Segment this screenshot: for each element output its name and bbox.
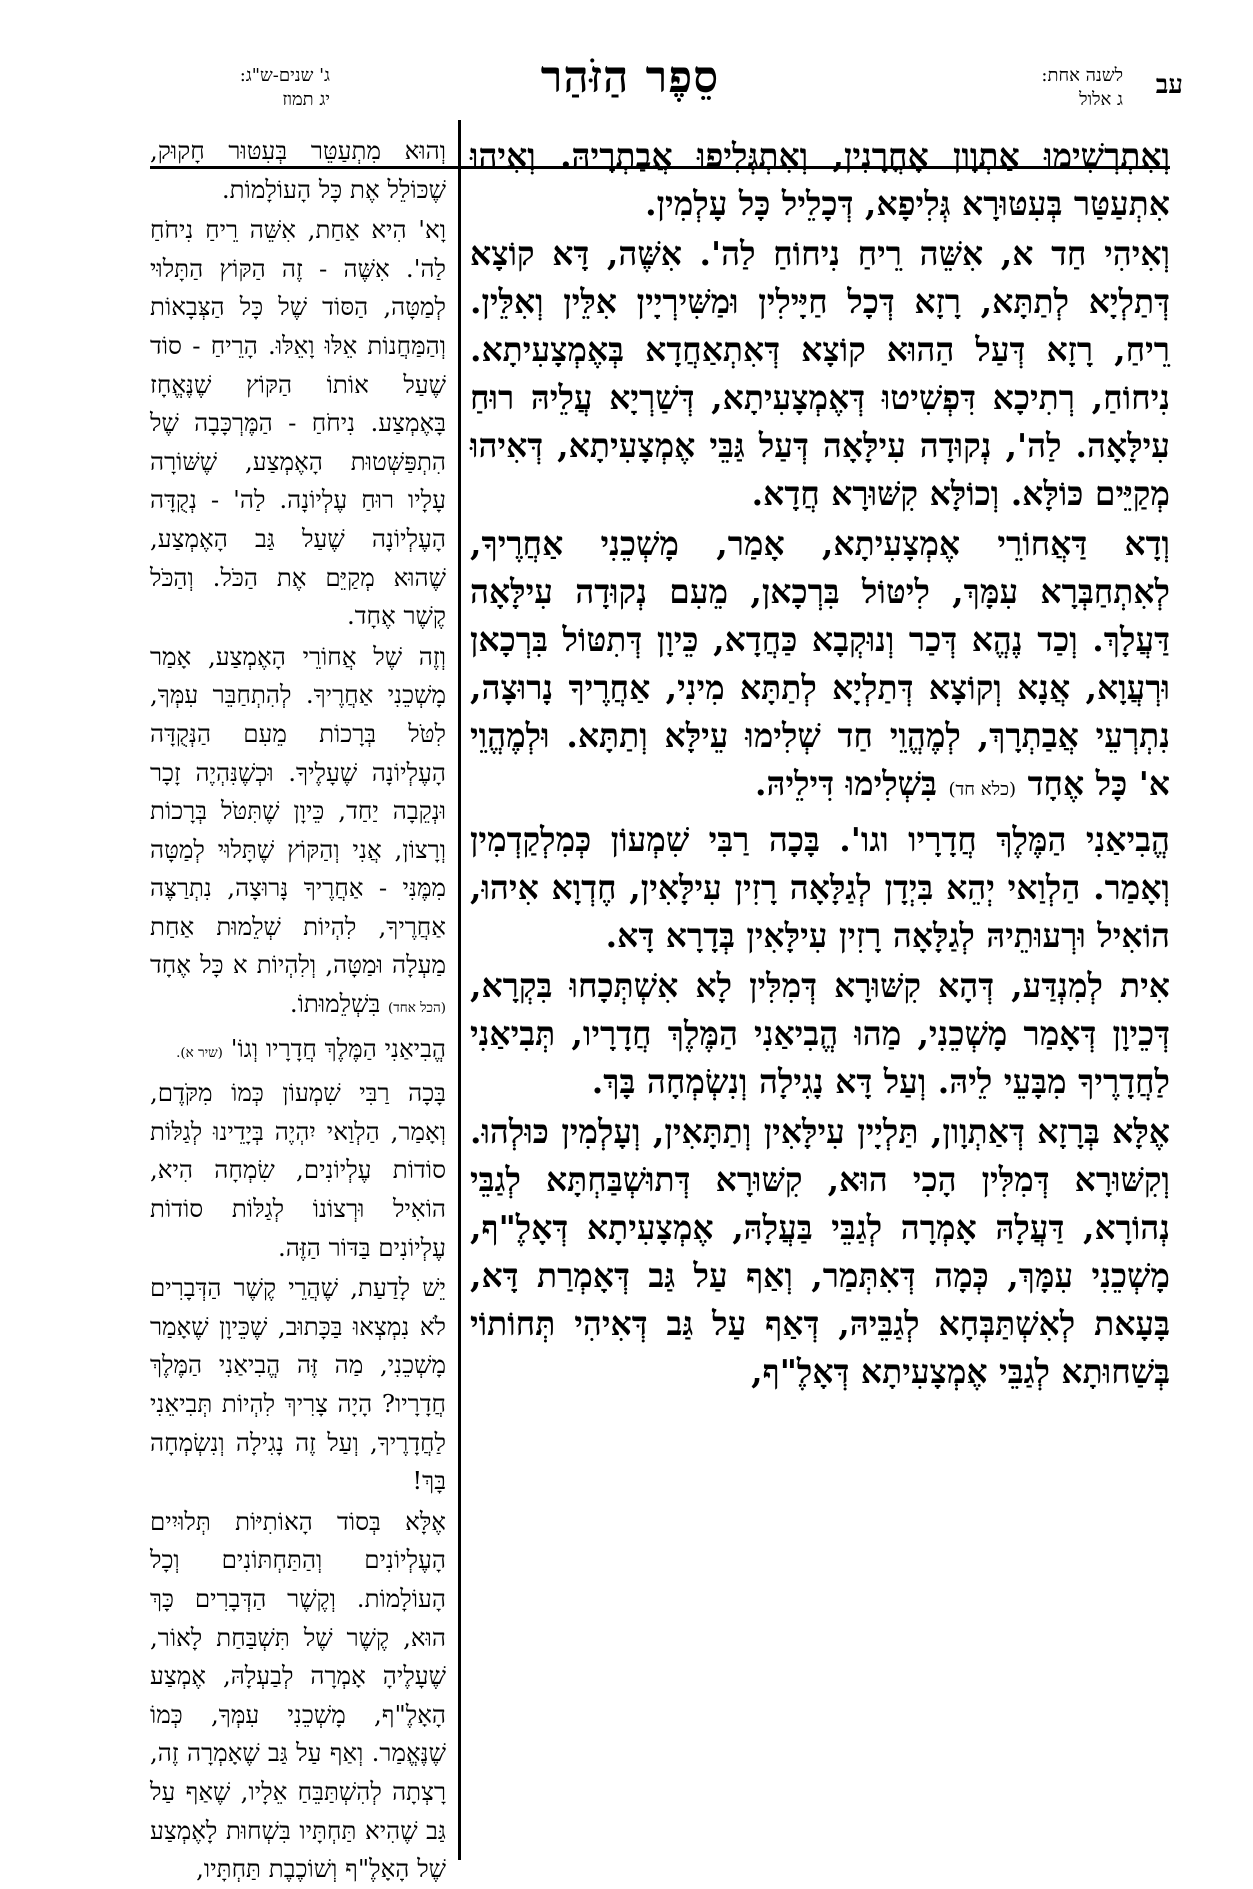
header-right-info: [1041, 64, 1123, 112]
side-text-7: אֶלָּא בְּסוֹד הָאוֹתִיּוֹת תְּלוּיִים הָעֶלְיוֹנִים וְהַתַּחְתּוֹנִים וְכָל הָעוֹלָמוֹת. וְקֶשֶׁר הַדְּבָרִים כָּךְ הוּא, קֶשֶׁר שֶׁל תִּשְׁבַּחַת לָאוֹר, שֶׁעָלֶיהָ אָמְרָה לְבַעְלָהּ, אֶמְצַע הָאָלֶ"ף, מָשְׁכֵנִי עִמְּךָ, כְּמוֹ שֶׁנֶּאֱמַר. וְאַף עַל גַּב שֶׁאָמְרָה זֶה, רָצְתָה לְהִשְׁתַּבֵּחַ אֵלָיו, שֶׁאַף עַל גַּב שֶׁהִיא תַּחְתָּיו בִּשְׁחוּת לָאֶמְצַע שֶׁל הָאָלֶ"ף וְשׁוֹכֶבֶת תַּחְתָּיו,: [150, 1506, 446, 1884]
header-right-line1: לשנה אחת:: [1041, 65, 1123, 86]
header-left-info: [150, 64, 330, 112]
side-verse: הֱבִיאַנִי הַמֶּלֶךְ חֲדָרָיו וְגוֹ': [230, 1033, 446, 1063]
main-paragraph-3: [470, 520, 1170, 814]
main-text-1: וְאִתְרְשִׁימוּ אַתְוָון אָחֳרָנִין, וְאִתְגְּלִיפוּ אֲבַתְרָיהּ. וְאִיהוּ אִתְעַטַּר בְּעִטּוּרָא גְּלִיפָא, דְּכָלֵיל כָּל עָלְמִין.: [470, 136, 1170, 223]
page-header: [0, 52, 1253, 120]
side-paragraph-3: [150, 638, 446, 1028]
main-text-3: וְדָא דַּאֲחוֹרֵי אֶמְצָעִיתָא, אָמַר, מָשְׁכֵנִי אַחֲרֶיךָ, לְאִתְחַבְּרָא עִמָּךְ, לִיטּוֹל בִּרְכָאן, מֵעִם נְקוּדָה עִילָּאָה דַּעֲלָךְ. וְכַד נֶהֱא דְּכַר וְנוּקְבָא כַּחֲדָא, כֵּיוָן דְּתִטּוֹל בִּרְכָאן וּרְעֲוָא, אֲנָא וְקוֹצָא דְּתַלְיָא לְתַתָּא מִינִי, אַחֲרֶיךָ נָרוּצָה, נִתְרְעֵי אֲבַתְרָךְ, לְמֶהֱוֵי חַד שְׁלִימוּ עֵילָּא וְתַתָּא. וּלְמֶהֱוֵי א' כָּל אֶחָד: [470, 524, 1170, 803]
main-paragraph-6: [470, 1108, 1170, 1396]
side-text-5: בָּכָה רַבִּי שִׁמְעוֹן כְּמוֹ מִקֹּדֶם, וְאָמַר, הַלְוַאי יִהְיֶה בְּיָדֵינוּ לְגַלּוֹת סוֹדוֹת עֶלְיוֹנִים, שִׂמְחָה הִיא, הוֹאִיל וּרְצוֹנוֹ לְגַלּוֹת סוֹדוֹת עֶלְיוֹנִים בַּדּוֹר הַזֶּה.: [150, 1078, 446, 1262]
book-title: סֵפֶר הַזֹּהַר: [540, 52, 720, 103]
side-paragraph-1: [150, 132, 446, 209]
main-text-3b: בִּשְׁלִימוּ דִּילֵיהּ.: [755, 764, 937, 803]
main-paragraph-1: [470, 132, 1170, 228]
side-paragraph-5: [150, 1074, 446, 1267]
side-text-3: וְזֶה שֶׁל אֲחוֹרֵי הָאֶמְצַע, אָמַר מָשְׁכֵנִי אַחֲרֶיךָ. לְהִתְחַבֵּר עִמְּךָ, לִטֹּל בְּרָכוֹת מֵעִם הַנְּקֻדָּה הָעֶלְיוֹנָה שֶׁעָלֶיךָ. וּכְשֶׁנִּהְיֶה זָכָר וּנְקֵבָה יַחַד, כֵּיוָן שֶׁתִּטֹּל בְּרָכוֹת וְרָצוֹן, אֲנִי וְהַקּוֹץ שֶׁתָּלוּי לְמַטָּה מִמֶּנִּי - אַחֲרֶיךָ נָּרוּצָה, נִתְרַצֶּה אַחֲרֶיךָ, לִהְיוֹת שְׁלֵמוּת אַחַת מַעְלָה וּמַטָּה, וְלִהְיוֹת א כָּל אֶחָד: [150, 641, 446, 980]
main-note-1: (כלא חד): [948, 779, 1017, 800]
main-text-6: אֶלָּא בְּרָזָא דְּאַתְוָון, תַּלְיָין עִילָּאִין וְתַתָּאִין, וְעָלְמִין כּוּלְהוּ. וְקִשּׁוּרָא דְּמִלִּין הָכִי הוּא, קִשּׁוּרָא דְּתוּשְׁבַּחְתָּא לְגַבֵּי נְהוֹרָא, דַּעֲלָהּ אָמְרָה לְגַבֵּי בַּעֲלָהּ, אֶמְצָעִיתָא דְּאָלֶ"ף, מָשְׁכֵנִי עִמָּךְ, כְּמָה דְּאִתְּמַר, וְאַף עַל גַּב דְּאָמְרַת דָּא, בָּעָאת לְאִשְׁתַּבְּחָא לְגַבֵּיהּ, דְּאַף עַל גַּב דְּאִיהִי תְּחוֹתוֹי בְּשַׁחוּתָא לְגַבֵּי אֶמְצָעִיתָא דְּאָלֶ"ף,: [470, 1112, 1170, 1391]
side-text-1: וְהוּא מִתְעַטֵּר בְּעִטּוּר חָקוּק, שֶׁכּוֹלֵל אֶת כָּל הָעוֹלָמוֹת.: [150, 136, 446, 204]
side-note-2: (שיר א).: [176, 1044, 223, 1061]
column-divider: [458, 120, 461, 1860]
side-translation-column: [150, 132, 446, 1884]
main-text-2: וְאִיהִי חַד א, אִשֵּׁה רֵיחַ נִיחוֹחַ לַה'. אִשֶּׁה, דָּא קוֹצָא דְּתַלְיָא לְתַתָּא, רָזָא דְּכָל חַיָּילִין וּמַשִּׁירְיָין אִלֵּין וְאִלֵּין. רֵיחַ, רָזָא דְּעַל הַהוּא קוֹצָא דְּאִתְאַחֲדָא בְּאֶמְצָעִיתָא. נִיחוֹחַ, רְתִיכָא דִּפְשִׁיטוּ דְּאֶמְצָעִיתָא, דְּשַׁרְיָא עֲלֵיהּ רוּחַ עִילָּאָה. לַה', נְקוּדָה עִילָּאָה דְּעַל גַּבֵּי אֶמְצָעִיתָא, דְּאִיהוּ מְקַיֵּים כּוֹלָּא. וְכוֹלָּא קִשּׁוּרָא חֲדָא.: [470, 234, 1170, 513]
main-text-4: הֱבִיאַנִי הַמֶּלֶךְ חֲדָרָיו וגו'. בָּכָה רַבִּי שִׁמְעוֹן כְּמִלְקַדְמִין וְאָמַר. הַלְוַאי יְהֵא בִּיְדָן לְגַלָּאָה רָזִין עִילָּאִין, חֶדְוָא אִיהוּ, הוֹאִיל וּרְעוּתֵיהּ לְגַלָּאָה רָזִין עִילָּאִין בְּדָרָא דָּא.: [470, 820, 1170, 955]
main-aramaic-column: [470, 132, 1170, 1852]
side-text-6: יֵשׁ לָדַעַת, שֶׁהֲרֵי קֶשֶׁר הַדְּבָרִים לֹא נִמְצְאוּ בַּכָּתוּב, שֶׁכֵּיוָן שֶׁאָמַר מָשְׁכֵנִי, מַה זֶּה הֱבִיאַנִי הַמֶּלֶךְ חֲדָרָיו? הָיָה צָרִיךְ לִהְיוֹת תְּבִיאֵנִי לַחֲדָרֶיךָ, וְעַל זֶה נָגִילָה וְנִשְׂמְחָה בָּךְ!: [150, 1273, 446, 1496]
header-left-line2: יג תמוז: [282, 89, 330, 110]
side-text-3b: בִּשְׁלֵמוּתוֹ.: [289, 989, 381, 1019]
side-text-2: וָא' הִיא אַחַת, אִשֵּׁה רֵיחַ נִיחֹחַ לַה'. אִשֶּׁה - זֶה הַקּוֹץ הַתָּלוּי לְמַטָּה, הַסּוֹד שֶׁל כָּל הַצְּבָאוֹת וְהַמַּחֲנוֹת אֵלּוּ וָאֵלּוּ. הָרֵיחַ - סוֹד שֶׁעַל אוֹתוֹ הַקּוֹץ שֶׁנֶּאֱחָז בָּאֶמְצַע. נִיחֹחַ - הַמֶּרְכָּבָה שֶׁל הִתְפַּשְּׁטוּת הָאֶמְצַע, שֶׁשּׁוֹרָה עָלָיו רוּחַ עֶלְיוֹנָה. לַה' - נְקֻדָּה הָעֶלְיוֹנָה שֶׁעַל גַּב הָאֶמְצַע, שֶׁהוּא מְקַיֵּם אֶת הַכֹּל. וְהַכֹּל קֶשֶׁר אֶחָד.: [150, 215, 446, 631]
main-text-5: אִית לְמִנְדַּע, דְּהָא קִשּׁוּרָא דְּמִלִּין לָא אִשְׁתְּכָחוּ בִּקְרָא, דְּכֵיוָן דְּאָמַר מָשְׁכֵנִי, מַהוּ הֱבִיאַנִי הַמֶּלֶךְ חֲדָרָיו, תְּבִיאַנִי לַחֲדָרֶיךָ מִבָּעֵי לֵיהּ. וְעַל דָּא נָגִילָה וְנִשְׂמְחָה בָּךְ.: [470, 966, 1170, 1101]
side-paragraph-2: [150, 211, 446, 636]
side-paragraph-4: [150, 1030, 446, 1073]
header-right-line2: ג אלול: [1079, 89, 1123, 110]
side-paragraph-6: [150, 1269, 446, 1501]
header-left-line1: ג' שנים-ש"ג:: [239, 65, 330, 86]
page-marker: עב: [1155, 70, 1183, 100]
side-paragraph-7: [150, 1503, 446, 1889]
main-paragraph-5: [470, 962, 1170, 1106]
side-note-1: (הכל אחד): [388, 1000, 446, 1017]
main-paragraph-4: [470, 816, 1170, 960]
main-paragraph-2: [470, 230, 1170, 518]
